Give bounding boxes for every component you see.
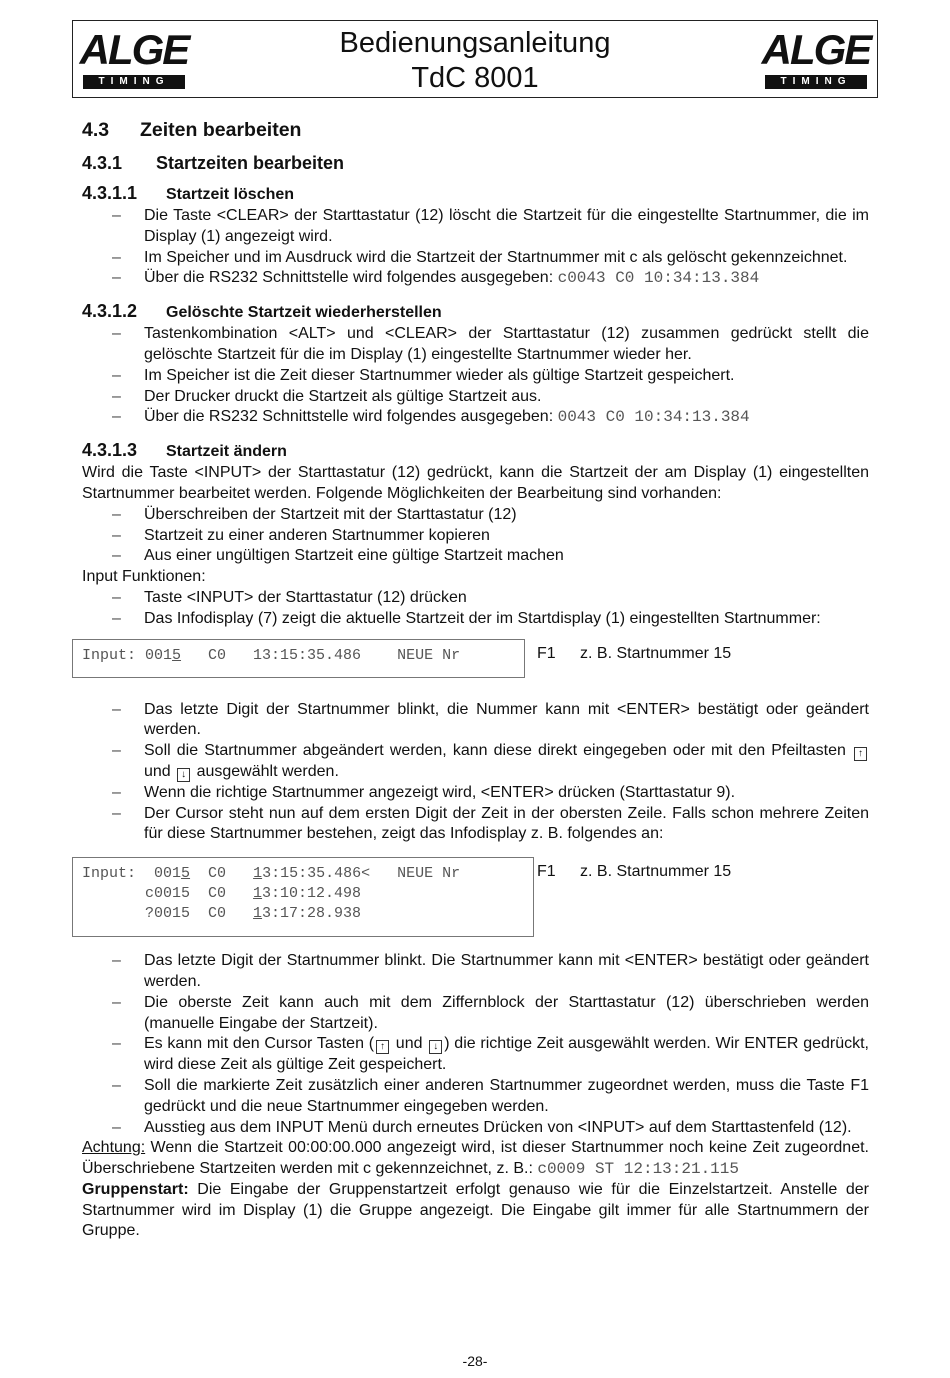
display-note: F1 z. B. Startnummer 15 (537, 644, 732, 662)
page-number: -28- (462, 1353, 488, 1369)
display-line: ?0015 C0 13:17:28.938 (82, 904, 362, 922)
list-item: – Tastenkombination <ALT> und <CLEAR> der Starttastatur (12) zusammen gedrückt stellt die gelöschte Startzeit für die im Display (1) eingestellte Startnummer wieder her. (82, 324, 869, 366)
list-item: – Die oberste Zeit kann auch mit dem Ziffernblock der Starttastatur (12) überschrieben werden (manuelle Eingabe der Startzeit). (82, 993, 869, 1035)
infodisplay-box (72, 639, 525, 678)
list-item: – Ausstieg aus dem INPUT Menü durch erneutes Drücken von <INPUT> auf dem Starttastenfeld (12). (82, 1118, 869, 1139)
alge-logo-right: ALGE TIMING (761, 26, 871, 87)
display-line: Input: 0015 C0 13:15:35.486 NEUE Nr (82, 646, 461, 664)
main-content (82, 116, 869, 1242)
section-heading-4-3-1: 4.3.1 Startzeiten bearbeiten (82, 153, 345, 173)
section-heading-4-3: 4.3 Zeiten bearbeiten (82, 119, 302, 141)
list-item: – Taste <INPUT> der Starttastatur (12) drücken (82, 588, 869, 609)
arrow-up-key-icon: ↑ (854, 747, 867, 761)
list-item: – Soll die Startnummer abgeändert werden, kann diese direkt eingegeben oder mit den Pfeiltasten ↑ und ↓ ausgewählt werden. (82, 741, 869, 783)
achtung-paragraph: Achtung: Wenn die Startzeit 00:00:00.000 angezeigt wird, ist dieser Startnummer noch keine Zeit zugeordnet. Überschriebene Startzeiten werden mit c gekennzeichnet, z. B.: c0009 ST 12:13:21.115 (82, 1139, 869, 1179)
document-title: Bedienungsanleitung TdC 8001 (339, 27, 611, 94)
list-item: – Über die RS232 Schnittstelle wird folgendes ausgegeben: 0043 C0 10:34:13.384 (82, 407, 869, 428)
list-item: – Das letzte Digit der Startnummer blinkt. Die Startnummer kann mit <ENTER> bestätigt oder geändert werden. (82, 951, 869, 993)
rs232-output-code: c0043 C0 10:34:13.384 (557, 269, 760, 288)
gruppenstart-paragraph: Gruppenstart: Die Eingabe der Gruppenstartzeit erfolgt genauso wie für die Einzelstartzeit. Anstelle der Startnummer wird im Display (1) die Gruppe angezeigt. Die Eingabe gilt immer für alle Startnummern der Gruppe. (82, 1180, 869, 1240)
display-line: Input: 0015 C0 13:15:35.486< NEUE Nr (82, 865, 461, 883)
list-item: – Der Drucker druckt die Startzeit als gültige Startzeit aus. (82, 387, 869, 408)
list-steps-1 (82, 588, 869, 630)
list-item: – Es kann mit den Cursor Tasten ( ↑ und ↓ ) die richtige Zeit ausgewählt werden. Wir ENTER gedrückt, wird diese Zeit als gültige Zeit gespeichert. (82, 1034, 869, 1076)
arrow-down-key-icon: ↓ (429, 1040, 442, 1054)
rs232-output-code: 0043 C0 10:34:13.384 (557, 408, 750, 427)
list-item: – Soll die markierte Zeit zusätzlich einer anderen Startnummer zugeordnet werden, muss die Taste F1 gedrückt und die neue Startnummer eingegeben werden. (82, 1076, 869, 1118)
infodisplay-example-1 (82, 639, 869, 687)
list-item: – Im Speicher ist die Zeit dieser Startnummer wieder als gültige Startzeit gespeichert. (82, 366, 869, 387)
list-steps-2 (82, 700, 869, 846)
section-heading-4-3-1-3: 4.3.1.3 Startzeit ändern (82, 440, 287, 461)
list-item: – Das Infodisplay (7) zeigt die aktuelle Startzeit der im Startdisplay (1) eingestellten Startnummer: (82, 609, 869, 630)
list-item: – Die Taste <CLEAR> der Starttastatur (12) löscht die Startzeit für die eingestellte Startnummer, die im Display (1) angezeigt wird. (82, 206, 869, 248)
section-heading-4-3-1-2: 4.3.1.2 Gelöschte Startzeit wiederherstellen (82, 301, 442, 322)
list-options (82, 505, 869, 567)
example-code: c0009 ST 12:13:21.115 (537, 1160, 739, 1179)
list-item: – Wenn die richtige Startnummer angezeigt wird, <ENTER> drücken (Starttastatur 9). (82, 783, 869, 804)
display-line: c0015 C0 13:10:12.498 (82, 884, 362, 902)
arrow-down-key-icon: ↓ (177, 768, 190, 782)
section-heading-4-3-1-1: 4.3.1.1 Startzeit löschen (82, 183, 295, 203)
infodisplay-example-2 (82, 857, 869, 935)
page-header (72, 20, 878, 98)
list-startzeit-wiederherstellen (82, 324, 869, 428)
arrow-up-key-icon: ↑ (376, 1040, 389, 1054)
list-item: – Über die RS232 Schnittstelle wird folgendes ausgegeben: c0043 C0 10:34:13.384 (82, 268, 869, 289)
list-item: – Startzeit zu einer anderen Startnummer kopieren (82, 526, 869, 547)
infodisplay-box (72, 857, 534, 937)
list-startzeit-loeschen (82, 206, 869, 289)
list-item: – Aus einer ungültigen Startzeit eine gültige Startzeit machen (82, 546, 869, 567)
list-item: – Im Speicher und im Ausdruck wird die Startzeit der Startnummer mit c als gelöscht gekennzeichnet. (82, 248, 869, 269)
alge-logo-left: ALGE TIMING (79, 26, 189, 87)
list-item: – Das letzte Digit der Startnummer blinkt, die Nummer kann mit <ENTER> bestätigt oder geändert werden. (82, 700, 869, 742)
display-note: F1 z. B. Startnummer 15 (537, 863, 732, 881)
list-item: – Der Cursor steht nun auf dem ersten Digit der Zeit in der obersten Zeile. Falls schon mehrere Zeiten für diese Startnummer bestehen, zeigt das Infodisplay z. B. folgendes an: (82, 804, 869, 846)
intro-paragraph: Wird die Taste <INPUT> der Starttastatur (12) gedrückt, kann die Startzeit der am Display (1) eingestellten Startnummer bearbeitet werden. Folgende Möglichkeiten der Bearbeitung sind vorhanden: (82, 464, 869, 502)
input-functions-label: Input Funktionen: (82, 568, 206, 586)
list-steps-3 (82, 951, 869, 1138)
list-item: – Überschreiben der Startzeit mit der Starttastatur (12) (82, 505, 869, 526)
